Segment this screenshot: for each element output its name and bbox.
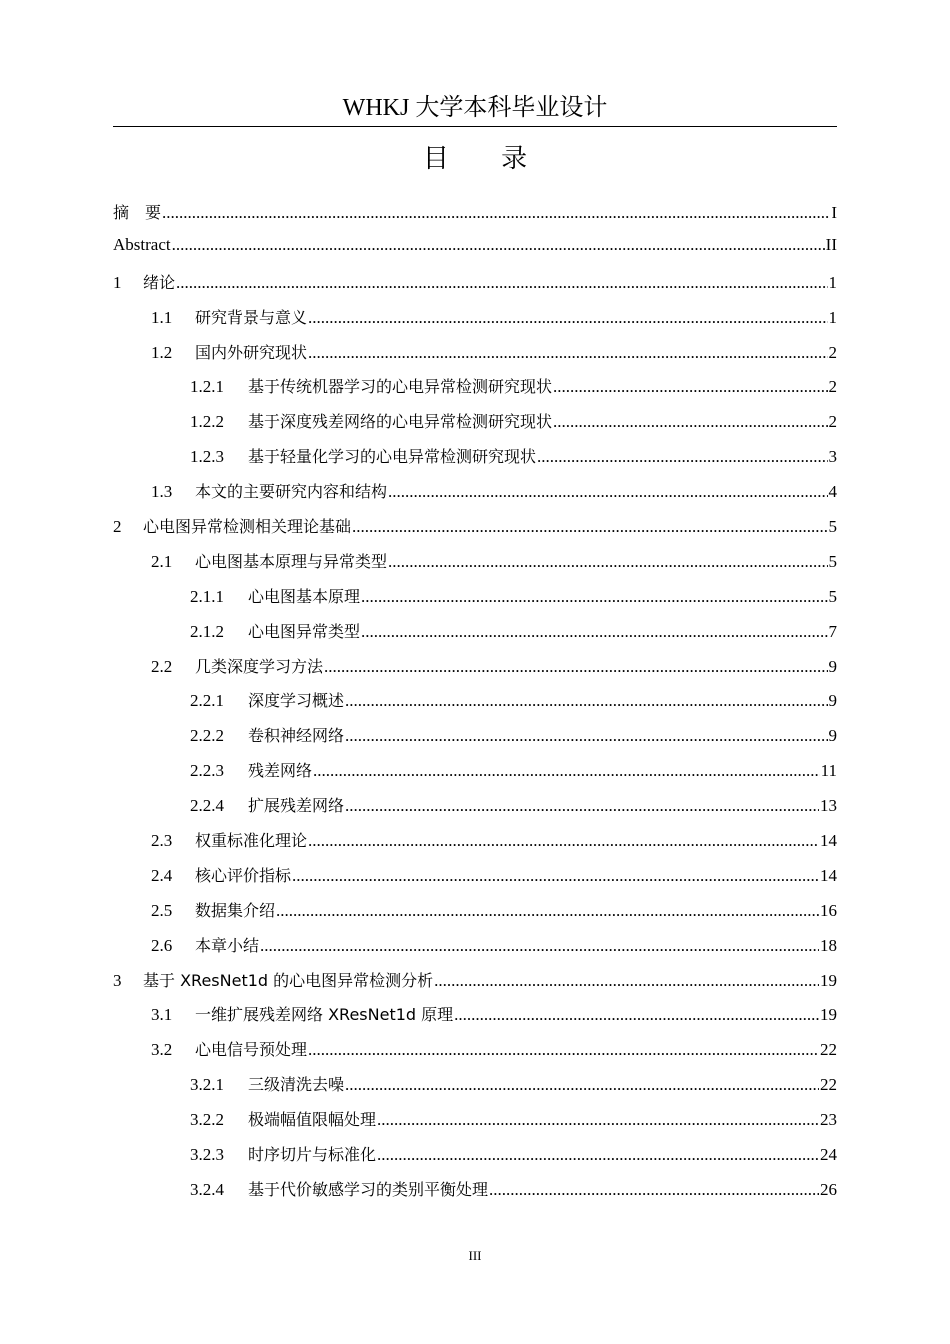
toc-entry-page: 5 bbox=[828, 586, 837, 606]
toc-entry-title: 数据集介绍 bbox=[195, 900, 276, 920]
toc-entry[interactable] bbox=[113, 270, 837, 305]
toc-entry-page: 3 bbox=[828, 447, 837, 467]
toc-entry-title: 极端幅值限幅处理 bbox=[248, 1110, 377, 1130]
toc-entry-title: 基于轻量化学习的心电异常检测研究现状 bbox=[248, 447, 537, 467]
toc-entry-number: 2.2.2 bbox=[190, 726, 224, 746]
toc-entry-title: 本文的主要研究内容和结构 bbox=[195, 482, 388, 502]
toc-entry-title: 心电图基本原理与异常类型 bbox=[195, 551, 388, 571]
toc-entry-title: 核心评价指标 bbox=[195, 865, 292, 885]
toc-entry-page: 1 bbox=[828, 272, 837, 292]
toc-entry[interactable] bbox=[113, 863, 837, 898]
toc-entry-title: 权重标准化理论 bbox=[195, 831, 308, 851]
toc-entry[interactable] bbox=[113, 793, 837, 828]
toc-entry-number: 2.5 bbox=[151, 900, 173, 920]
dot-leader bbox=[172, 235, 825, 255]
toc-entry[interactable] bbox=[113, 549, 837, 584]
toc-entry-title: 心电信号预处理 bbox=[195, 1040, 308, 1060]
dot-leader bbox=[434, 971, 819, 991]
dot-leader bbox=[553, 377, 827, 397]
toc-entry-number: 2.1.2 bbox=[190, 621, 224, 641]
dot-leader bbox=[345, 691, 827, 711]
toc-entry-number: 2.4 bbox=[151, 865, 173, 885]
toc-entry-title: 基于代价敏感学习的类别平衡处理 bbox=[248, 1179, 489, 1199]
toc-entry[interactable] bbox=[113, 933, 837, 968]
dot-leader bbox=[361, 587, 827, 607]
dot-leader bbox=[308, 343, 827, 363]
toc-entry-page: 13 bbox=[820, 796, 837, 816]
toc-entry-title: 时序切片与标准化 bbox=[248, 1145, 377, 1165]
toc-entry-title: 几类深度学习方法 bbox=[195, 656, 324, 676]
toc-entry-page: II bbox=[825, 234, 837, 254]
toc-entry-number: 2.6 bbox=[151, 935, 173, 955]
toc-entry-page: 22 bbox=[820, 1075, 837, 1095]
toc-entry[interactable] bbox=[113, 828, 837, 863]
dot-leader bbox=[308, 308, 827, 328]
toc-entry-number: 1.3 bbox=[151, 482, 173, 502]
toc-entry[interactable] bbox=[113, 235, 837, 270]
dot-leader bbox=[377, 1110, 819, 1130]
toc-entry-page: 22 bbox=[820, 1040, 837, 1060]
dot-leader bbox=[361, 622, 827, 642]
toc-entry-page: 2 bbox=[828, 377, 837, 397]
toc-entry-page: 19 bbox=[820, 970, 837, 990]
header-rule bbox=[113, 126, 837, 127]
toc-entry-title: 基于深度残差网络的心电异常检测研究现状 bbox=[248, 412, 553, 432]
toc-entry-title: 扩展残差网络 bbox=[248, 796, 345, 816]
toc-entry-number: 2 bbox=[113, 517, 122, 537]
dot-leader bbox=[324, 657, 827, 677]
toc-entry-number: 1 bbox=[113, 272, 122, 292]
page-number: III bbox=[468, 1248, 482, 1263]
toc-entry-title: 本章小结 bbox=[195, 935, 260, 955]
toc-entry-number: 2.2.4 bbox=[190, 796, 224, 816]
table-of-contents bbox=[113, 200, 837, 1212]
toc-entry-number: 2.1.1 bbox=[190, 586, 224, 606]
toc-entry-page: 14 bbox=[820, 865, 837, 885]
toc-entry-title: Abstract bbox=[113, 234, 171, 254]
dot-leader bbox=[388, 482, 827, 502]
toc-entry[interactable] bbox=[113, 305, 837, 340]
toc-entry-page: 18 bbox=[820, 935, 837, 955]
dot-leader bbox=[162, 203, 830, 223]
toc-entry[interactable] bbox=[113, 968, 837, 1003]
toc-entry-number: 3.2.2 bbox=[190, 1110, 224, 1130]
toc-entry[interactable] bbox=[113, 654, 837, 689]
toc-entry[interactable] bbox=[113, 374, 837, 409]
dot-leader bbox=[260, 936, 819, 956]
dot-leader bbox=[345, 796, 819, 816]
toc-entry-number: 3.2.3 bbox=[190, 1145, 224, 1165]
dot-leader bbox=[489, 1180, 819, 1200]
toc-entry-page: 16 bbox=[820, 900, 837, 920]
toc-entry[interactable] bbox=[113, 688, 837, 723]
toc-entry[interactable] bbox=[113, 584, 837, 619]
toc-entry-page: 9 bbox=[828, 656, 837, 676]
toc-entry-page: 11 bbox=[820, 761, 837, 781]
toc-entry-page: 23 bbox=[820, 1110, 837, 1130]
toc-entry-number: 1.2.3 bbox=[190, 447, 224, 467]
toc-entry-page: 4 bbox=[828, 482, 837, 502]
toc-entry-title: 国内外研究现状 bbox=[195, 342, 308, 362]
toc-entry-title: 心电图基本原理 bbox=[248, 586, 361, 606]
dot-leader bbox=[388, 552, 827, 572]
toc-entry[interactable] bbox=[113, 340, 837, 375]
toc-entry[interactable] bbox=[113, 1142, 837, 1177]
toc-entry-number: 2.1 bbox=[151, 551, 173, 571]
toc-entry-page: 2 bbox=[828, 342, 837, 362]
dot-leader bbox=[292, 866, 819, 886]
toc-entry-title: 一维扩展残差网络 XResNet1d 原理 bbox=[195, 1005, 454, 1025]
toc-entry-number: 2.2.1 bbox=[190, 691, 224, 711]
toc-entry[interactable] bbox=[113, 409, 837, 444]
toc-entry-title: 卷积神经网络 bbox=[248, 726, 345, 746]
toc-entry[interactable] bbox=[113, 1002, 837, 1037]
toc-entry-page: I bbox=[831, 203, 837, 222]
toc-entry-number: 1.2 bbox=[151, 342, 173, 362]
dot-leader bbox=[537, 447, 827, 467]
toc-entry-title: 心电图异常检测相关理论基础 bbox=[143, 517, 352, 537]
toc-entry[interactable] bbox=[113, 200, 837, 235]
toc-entry[interactable] bbox=[113, 1037, 837, 1072]
toc-entry[interactable] bbox=[113, 723, 837, 758]
toc-entry-number: 1.2.1 bbox=[190, 377, 224, 397]
toc-entry-page: 2 bbox=[828, 412, 837, 432]
toc-entry-page: 1 bbox=[828, 307, 837, 327]
dot-leader bbox=[454, 1005, 819, 1025]
toc-entry[interactable] bbox=[113, 898, 837, 933]
dot-leader bbox=[352, 517, 827, 537]
toc-entry-page: 24 bbox=[820, 1145, 837, 1165]
toc-entry-number: 3.2.1 bbox=[190, 1075, 224, 1095]
toc-entry[interactable] bbox=[113, 1107, 837, 1142]
toc-entry-page: 26 bbox=[820, 1179, 837, 1199]
dot-leader bbox=[308, 831, 819, 851]
toc-entry-number: 3.1 bbox=[151, 1005, 173, 1025]
toc-entry-page: 5 bbox=[828, 517, 837, 537]
toc-entry[interactable] bbox=[113, 619, 837, 654]
toc-entry-number: 1.1 bbox=[151, 307, 173, 327]
dot-leader bbox=[345, 726, 827, 746]
toc-entry-number: 3.2 bbox=[151, 1040, 173, 1060]
toc-entry-title: 心电图异常类型 bbox=[248, 621, 361, 641]
dot-leader bbox=[377, 1145, 819, 1165]
toc-entry-title: 摘 要 bbox=[113, 203, 162, 222]
toc-entry-page: 14 bbox=[820, 831, 837, 851]
toc-entry-title: 深度学习概述 bbox=[248, 691, 345, 711]
dot-leader bbox=[276, 901, 819, 921]
toc-entry-page: 9 bbox=[828, 691, 837, 711]
page-title: 目 录 bbox=[422, 144, 550, 174]
toc-entry-title: 残差网络 bbox=[248, 761, 313, 781]
dot-leader bbox=[176, 273, 827, 293]
running-header: WHKJ 大学本科毕业设计 bbox=[342, 95, 608, 121]
toc-entry-number: 2.3 bbox=[151, 831, 173, 851]
toc-entry[interactable] bbox=[113, 444, 837, 479]
dot-leader bbox=[313, 761, 820, 781]
toc-entry[interactable] bbox=[113, 1177, 837, 1212]
toc-entry-number: 3 bbox=[113, 970, 122, 990]
toc-entry-page: 5 bbox=[828, 551, 837, 571]
dot-leader bbox=[308, 1040, 819, 1060]
toc-entry[interactable] bbox=[113, 758, 837, 793]
toc-entry-page: 19 bbox=[820, 1005, 837, 1025]
dot-leader bbox=[345, 1075, 819, 1095]
toc-entry-title: 绪论 bbox=[143, 272, 176, 292]
toc-entry-title: 基于 XResNet1d 的心电图异常检测分析 bbox=[143, 970, 434, 990]
dot-leader bbox=[553, 412, 827, 432]
toc-entry-title: 三级清洗去噪 bbox=[248, 1075, 345, 1095]
toc-entry-title: 基于传统机器学习的心电异常检测研究现状 bbox=[248, 377, 553, 397]
toc-entry-page: 9 bbox=[828, 726, 837, 746]
toc-entry[interactable] bbox=[113, 479, 837, 514]
toc-entry-number: 1.2.2 bbox=[190, 412, 224, 432]
toc-entry-title: 研究背景与意义 bbox=[195, 307, 308, 327]
toc-entry-number: 2.2.3 bbox=[190, 761, 224, 781]
toc-entry-number: 2.2 bbox=[151, 656, 173, 676]
toc-entry[interactable] bbox=[113, 514, 837, 549]
toc-entry-page: 7 bbox=[828, 621, 837, 641]
toc-entry[interactable] bbox=[113, 1072, 837, 1107]
toc-entry-number: 3.2.4 bbox=[190, 1179, 224, 1199]
